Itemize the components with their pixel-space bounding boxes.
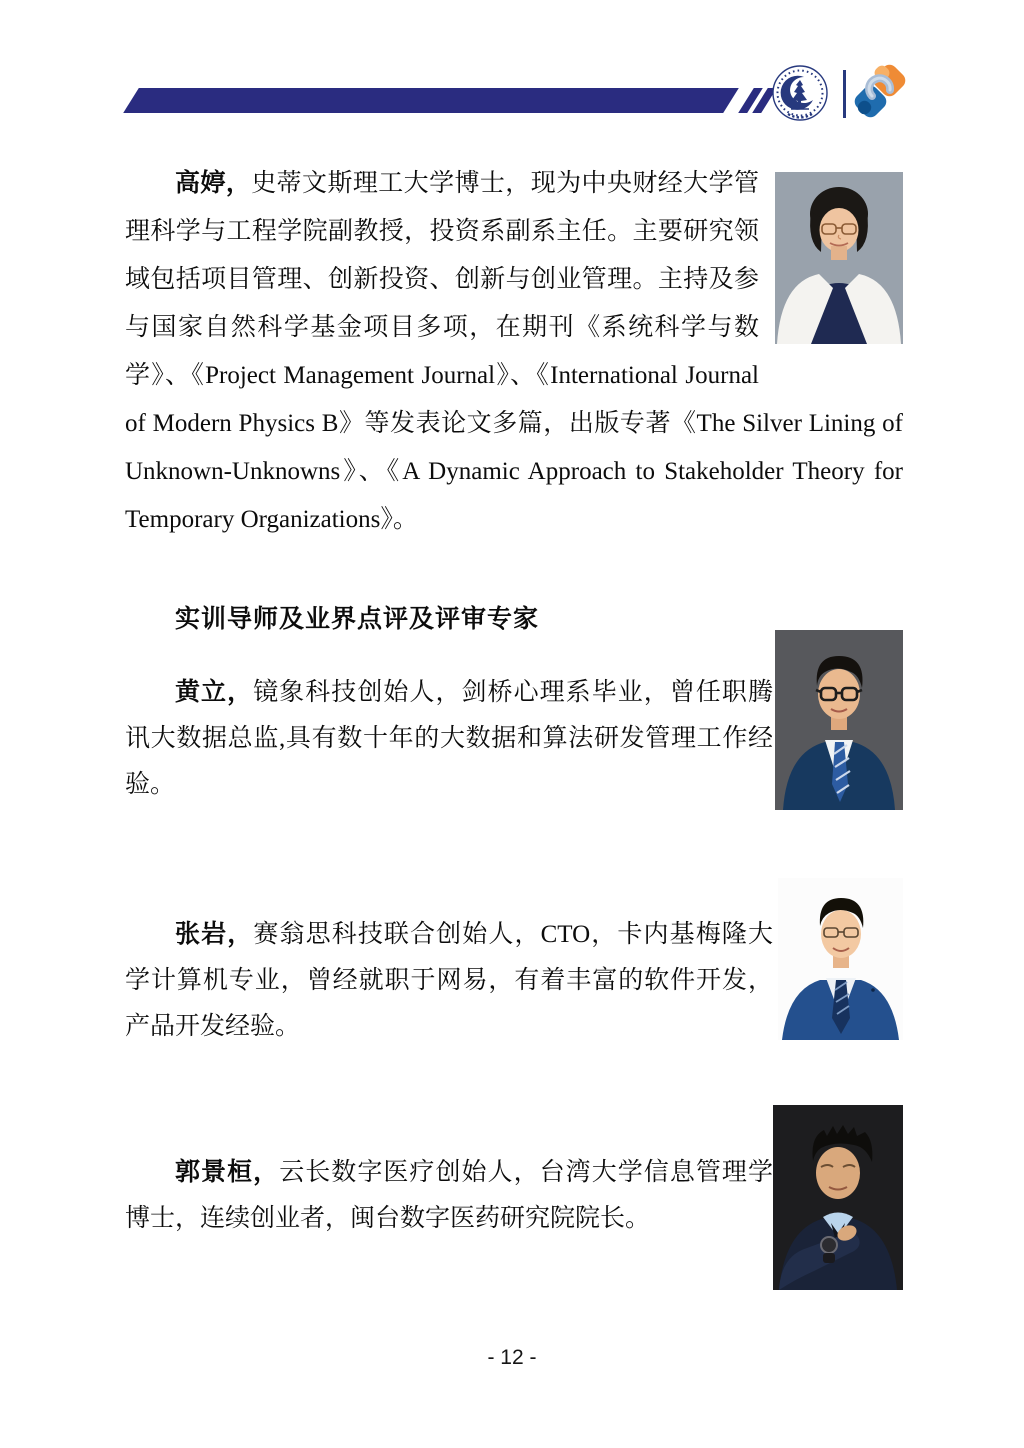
profile-paragraph [125, 670, 773, 808]
profile-name: 张岩， [175, 921, 254, 948]
profile-name: 郭景桓， [175, 1159, 280, 1186]
profile-bio: 镜象科技创始人，剑桥心理系毕业，曾任职腾讯大数据总监,具有数十年的大数据和算法研发管理工作经验。 [125, 679, 773, 798]
profile-bio: 史蒂文斯理工大学博士，现为中央财经大学管理科学与工程学院副教授，投资系副系主任。主要研究领域包括项目管理、创新投资、创新与创业管理。主持及参与国家自然科学基金项目多项，在期刊《系统科学与数学》、《Project Management Journal》、《International Journal of Modern Physics B》等发表论文多篇，出版专著《The Silver Lining of Unknown-Unknowns》、《A Dynamic Approach to Stakeholder Theory for Temporary Organizations》。 [125, 170, 903, 533]
profile-bio: 赛翁思科技联合创始人，CTO，卡内基梅隆大学计算机专业，曾经就职于网易，有着丰富的软件开发，产品开发经验。 [125, 921, 773, 1040]
portrait-photo-gao-ting [775, 172, 903, 344]
program-logo-icon [854, 63, 906, 126]
header-accent-bar [123, 88, 739, 113]
section-heading: 实训导师及业界点评及评审专家 [175, 606, 540, 633]
profile-section-gao-ting [125, 160, 903, 544]
profile-paragraph [125, 1150, 773, 1242]
portrait-photo-zhang-yan [778, 878, 903, 1045]
portrait-photo-guo-jinghuan [773, 1105, 903, 1295]
logo-divider [843, 70, 846, 118]
profile-section-guo-jinghuan [125, 1105, 903, 1295]
profile-name: 黄立， [175, 679, 254, 706]
university-seal-icon [771, 64, 829, 131]
profile-section-huang-li [125, 630, 903, 830]
profile-name: 高婷， [175, 170, 252, 197]
profile-section-zhang-yan [125, 875, 903, 1055]
page-number: - 12 - [487, 1346, 537, 1369]
profile-bio: 云长数字医疗创始人，台湾大学信息管理学博士，连续创业者，闽台数字医药研究院院长。 [125, 1159, 773, 1232]
portrait-photo-huang-li [775, 630, 903, 815]
profile-paragraph [125, 912, 773, 1050]
